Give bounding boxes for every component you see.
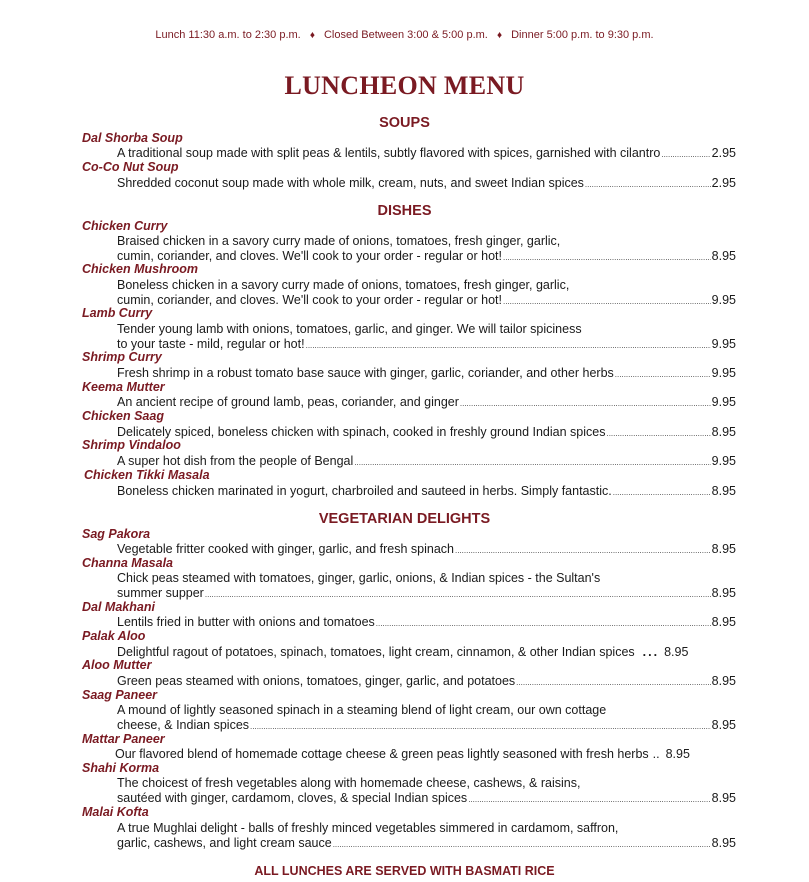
dot-leader: .. xyxy=(652,747,660,761)
menu-item-row xyxy=(117,454,736,468)
menu-item-name: Shahi Korma xyxy=(82,761,160,775)
menu-item-description: Fresh shrimp in a robust tomato base sauce with ginger, garlic, coriander, and other herbs xyxy=(117,366,614,380)
menu-item-name: Chicken Mushroom xyxy=(82,262,198,276)
menu-item-description: An ancient recipe of ground lamb, peas, coriander, and ginger xyxy=(117,395,459,409)
menu-item-row xyxy=(117,366,736,380)
dot-leader xyxy=(503,297,711,306)
menu-item-description: Vegetable fritter cooked with ginger, garlic, and fresh spinach xyxy=(117,542,455,556)
menu-item-name: Chicken Tikki Masala xyxy=(84,468,210,482)
menu-item-name: Channa Masala xyxy=(82,556,174,570)
menu-item-price: 8.95 xyxy=(711,586,736,600)
page-title: LUNCHEON MENU xyxy=(284,71,525,100)
section-heading-vegetarian: VEGETARIAN DELIGHTS xyxy=(318,511,491,527)
dot-leader xyxy=(615,370,711,379)
menu-item-row xyxy=(115,747,735,761)
menu-item-price: 8.95 xyxy=(711,542,736,556)
dot-leader xyxy=(354,458,710,467)
menu-item-name: Co-Co Nut Soup xyxy=(82,160,179,174)
menu-item-price: 8.95 xyxy=(664,645,689,659)
menu-item-row xyxy=(117,645,734,659)
menu-item-name: Shrimp Curry xyxy=(82,350,162,364)
menu-item-price: 8.95 xyxy=(665,747,690,761)
menu-item-price: 8.95 xyxy=(711,674,736,688)
menu-item-row xyxy=(117,791,736,805)
menu-item-price: 8.95 xyxy=(711,484,736,498)
menu-item-price: 2.95 xyxy=(711,176,736,190)
menu-item-name: Lamb Curry xyxy=(82,306,153,320)
diamond-icon: ♦ xyxy=(309,30,315,41)
menu-item-description: Our flavored blend of homemade cottage cheese & green peas lightly seasoned with fresh herbs xyxy=(115,747,649,761)
closed-hours: Closed Between 3:00 & 5:00 p.m. xyxy=(323,29,488,41)
dinner-hours: Dinner 5:00 p.m. to 9:30 p.m. xyxy=(511,29,654,41)
diamond-icon: ♦ xyxy=(496,30,503,41)
dot-leader xyxy=(333,840,711,849)
section-heading-soups: SOUPS xyxy=(379,115,430,131)
menu-item-description: Braised chicken in a savory curry made of onions, tomatoes, fresh ginger, garlic, xyxy=(117,234,561,248)
menu-item-description: A mound of lightly seasoned spinach in a steaming blend of light cream, our own cottage xyxy=(117,703,607,717)
menu-item-row xyxy=(117,146,736,160)
dot-leader xyxy=(460,399,711,408)
menu-item-name: Dal Makhani xyxy=(82,600,155,614)
menu-item-row xyxy=(117,249,736,263)
footer-note: ALL LUNCHES ARE SERVED WITH BASMATI RICE xyxy=(254,864,555,878)
dot-leader xyxy=(250,722,711,731)
menu-item-row xyxy=(117,674,736,688)
menu-item-description: Boneless chicken in a savory curry made of onions, tomatoes, fresh ginger, garlic, xyxy=(117,278,570,292)
menu-item-price: 8.95 xyxy=(711,836,736,850)
menu-item-price: 8.95 xyxy=(711,425,736,439)
menu-item-name: Aloo Mutter xyxy=(82,658,152,672)
menu-item-name: Chicken Curry xyxy=(82,219,168,233)
menu-item-description: cumin, coriander, and cloves. We'll cook to your order - regular or hot! xyxy=(117,293,502,307)
menu-item-description: cumin, coriander, and cloves. We'll cook to your order - regular or hot! xyxy=(117,249,502,263)
menu-item-name: Malai Kofta xyxy=(82,805,149,819)
menu-item-description: Shredded coconut soup made with whole milk, cream, nuts, and sweet Indian spices xyxy=(117,176,584,190)
menu-item-price: 8.95 xyxy=(711,249,736,263)
dot-leader xyxy=(205,590,711,599)
dot-leader xyxy=(585,180,711,189)
menu-item-description: Lentils fried in butter with onions and tomatoes xyxy=(117,615,375,629)
menu-item-price: 9.95 xyxy=(711,395,736,409)
menu-item-name: Sag Pakora xyxy=(82,527,151,541)
menu-item-description: Chick peas steamed with tomatoes, ginger, garlic, onions, & Indian spices - the Sultan's xyxy=(117,571,601,585)
menu-item-row xyxy=(117,586,736,600)
menu-item-description: Delicately spiced, boneless chicken with spinach, cooked in freshly ground Indian spices xyxy=(117,425,606,439)
menu-item-row xyxy=(117,484,736,498)
menu-item-description: Delightful ragout of potatoes, spinach, tomatoes, light cream, cinnamon, & other Indian spices xyxy=(117,645,635,659)
menu-item-description: The choicest of fresh vegetables along with homemade cheese, cashews, & raisins, xyxy=(117,776,581,790)
menu-item-row xyxy=(117,425,736,439)
menu-item-price: 2.95 xyxy=(711,146,736,160)
menu-item-row xyxy=(117,542,736,556)
menu-item-name: Palak Aloo xyxy=(82,629,146,643)
menu-item-price: 9.95 xyxy=(711,293,736,307)
menu-item-price: 8.95 xyxy=(711,791,736,805)
menu-item-price: 8.95 xyxy=(711,615,736,629)
menu-item-description: A super hot dish from the people of Bengal xyxy=(117,454,354,468)
dot-leader xyxy=(376,619,711,628)
dot-leader xyxy=(613,488,711,497)
menu-item-description: cheese, & Indian spices xyxy=(117,718,250,732)
menu-item-name: Chicken Saag xyxy=(82,409,164,423)
menu-item-description: Boneless chicken marinated in yogurt, charbroiled and sauteed in herbs. Simply fantastic. xyxy=(117,484,612,498)
hours-line xyxy=(0,29,809,41)
dot-leader xyxy=(516,678,710,687)
menu-item-row xyxy=(117,337,736,351)
menu-item-price: 9.95 xyxy=(711,454,736,468)
dot-leader xyxy=(503,253,711,262)
menu-item-description: summer supper xyxy=(117,586,204,600)
dot-leader xyxy=(661,150,710,159)
dot-leader xyxy=(306,341,711,350)
menu-item-price: 9.95 xyxy=(711,366,736,380)
menu-item-row xyxy=(117,293,736,307)
menu-item-row xyxy=(117,395,736,409)
menu-item-name: Saag Paneer xyxy=(82,688,158,702)
menu-item-description: garlic, cashews, and light cream sauce xyxy=(117,836,332,850)
section-heading-dishes: DISHES xyxy=(377,203,432,219)
menu-item-name: Dal Shorba Soup xyxy=(82,131,183,145)
menu-item-row xyxy=(117,615,736,629)
menu-item-row xyxy=(117,836,736,850)
menu-item-row xyxy=(117,176,736,190)
dot-leader: ... xyxy=(642,645,660,659)
menu-item-description: A traditional soup made with split peas & lentils, subtly flavored with spices, garnished with cilantro xyxy=(117,146,661,160)
menu-item-description: Tender young lamb with onions, tomatoes, garlic, and ginger. We will tailor spiciness xyxy=(117,322,582,336)
menu-item-price: 8.95 xyxy=(711,718,736,732)
dot-leader xyxy=(606,429,710,438)
dot-leader xyxy=(468,795,710,804)
menu-item-description: A true Mughlai delight - balls of freshly minced vegetables simmered in cardamom, saffron, xyxy=(117,821,619,835)
lunch-hours: Lunch 11:30 a.m. to 2:30 p.m. xyxy=(155,29,301,41)
menu-item-name: Keema Mutter xyxy=(82,380,165,394)
menu-item-row xyxy=(117,718,736,732)
menu-item-description: Green peas steamed with onions, tomatoes, ginger, garlic, and potatoes xyxy=(117,674,516,688)
menu-item-price: 9.95 xyxy=(711,337,736,351)
menu-item-name: Shrimp Vindaloo xyxy=(82,438,181,452)
menu-item-name: Mattar Paneer xyxy=(82,732,165,746)
menu-item-description: sautéed with ginger, cardamom, cloves, & special Indian spices xyxy=(117,791,468,805)
menu-item-description: to your taste - mild, regular or hot! xyxy=(117,337,305,351)
dot-leader xyxy=(455,546,711,555)
